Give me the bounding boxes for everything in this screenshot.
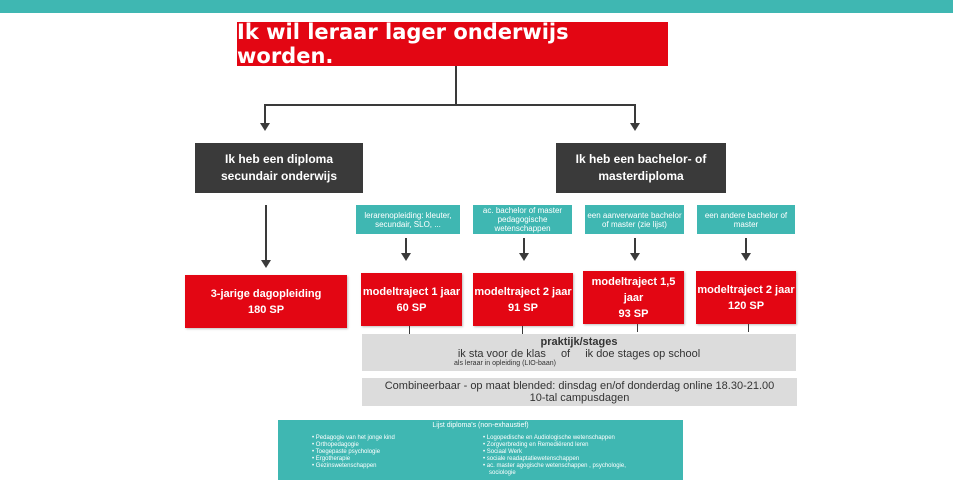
red-box-4-line2: 93 SP <box>618 307 649 320</box>
praktijk-heading: praktijk/stages <box>540 336 618 348</box>
connector-teal-1 <box>405 238 407 254</box>
red-box-3-line2: 91 SP <box>508 301 538 314</box>
praktijk-or: of <box>560 348 571 360</box>
red-box-5-line2: 120 SP <box>727 299 765 312</box>
list-item: • Logopedische en Audiologische wetenschappen <box>483 435 678 442</box>
teal-box-3-line2: of master (zie lijst) <box>602 219 667 229</box>
red-box-5-line1: modeltraject 2 jaar <box>697 283 795 296</box>
red-box-modeltraject-3 <box>583 271 684 324</box>
praktijk-option-2: ik doe stages op school <box>585 348 701 360</box>
list-item: • Zorgverbreding en Remediërend leren <box>483 442 678 449</box>
lijst-right <box>483 435 678 477</box>
red-box-1-line1: 3-jarige dagopleiding <box>210 287 322 300</box>
arrow-teal-4-icon <box>741 253 751 261</box>
lijst-left <box>312 435 472 470</box>
teal-box-2-line3: wetenschappen <box>494 224 551 233</box>
tick-1 <box>409 326 410 334</box>
connector-teal-2 <box>523 238 525 254</box>
tick-3 <box>637 324 638 332</box>
red-box-dagopleiding <box>185 275 347 328</box>
teal-box-andere <box>697 205 795 234</box>
branch-right-line2: masterdiploma <box>598 169 684 183</box>
teal-box-lerarenopleiding <box>356 205 460 234</box>
connector-title-down <box>455 66 457 106</box>
page-title: Ik wil leraar lager onderwijs worden. <box>237 22 668 66</box>
list-item: • sociale readaptatiewetenschappen <box>483 456 678 463</box>
branch-right-line1: Ik heb een bachelor- of <box>575 152 707 166</box>
teal-box-4-line1: een andere bachelor of <box>704 210 788 220</box>
teal-box-1-line2: secundair, SLO, ... <box>375 219 441 229</box>
list-item: • Pedagogie van het jonge kind <box>312 435 472 442</box>
branch-left-line2: secundair onderwijs <box>220 169 338 183</box>
connector-teal-3 <box>634 238 636 254</box>
combineerbaar-box <box>362 378 797 406</box>
top-accent-bar <box>0 0 953 13</box>
arrow-teal-3-icon <box>630 253 640 261</box>
combineerbaar-line1: Combineerbaar - op maat blended: dinsdag en/of donderdag online 18.30-21.00 <box>384 380 775 392</box>
teal-box-2-line2: pedagogische <box>497 215 548 224</box>
red-box-3-line1: modeltraject 2 jaar <box>474 285 572 298</box>
arrow-secundair-icon <box>261 260 271 268</box>
list-item: • Ergotherapie <box>312 456 472 463</box>
teal-box-2-line1: ac. bachelor of master <box>482 206 563 215</box>
red-box-2-line2: 60 SP <box>396 301 427 314</box>
praktijk-options <box>362 348 796 360</box>
connector-right-down <box>634 104 636 124</box>
combineerbaar-line2: 10-tal campusdagen <box>529 392 630 404</box>
list-item: • Gezinswetenschappen <box>312 463 472 470</box>
branch-bachelor-master <box>556 143 726 193</box>
praktijk-sub: als leraar in opleiding (LIO-baan) <box>454 360 556 367</box>
teal-box-4-line2: master <box>733 219 759 229</box>
arrow-teal-1-icon <box>401 253 411 261</box>
red-box-modeltraject-1 <box>361 273 462 326</box>
list-item: • Toegepaste psychologie <box>312 449 472 456</box>
red-box-2-line1: modeltraject 1 jaar <box>362 285 461 298</box>
connector-horizontal <box>264 104 636 106</box>
list-item: • Sociaal Werk <box>483 449 678 456</box>
arrow-teal-2-icon <box>519 253 529 261</box>
teal-box-1-line1: lerarenopleiding: kleuter, <box>364 210 452 220</box>
connector-teal-4 <box>745 238 747 254</box>
arrow-right-icon <box>630 123 640 131</box>
teal-box-pedagogische <box>473 205 572 234</box>
teal-box-3-line1: een aanverwante bachelor <box>587 210 682 220</box>
teal-box-aanverwante <box>585 205 684 234</box>
connector-left-down <box>264 104 266 124</box>
tick-4 <box>748 324 749 332</box>
praktijk-box <box>362 334 796 371</box>
tick-2 <box>522 326 523 334</box>
list-item-continuation: sociologie <box>489 470 516 476</box>
list-item: • ac. master agogische wetenschappen , psychologie, <box>483 463 678 470</box>
branch-left-line1: Ik heb een diploma <box>224 152 334 166</box>
red-box-modeltraject-2 <box>473 273 573 326</box>
connector-secundair-down <box>265 205 267 261</box>
branch-secundair <box>195 143 363 193</box>
red-box-4-line1: modeltraject 1,5 jaar <box>591 275 676 304</box>
red-box-1-line2: 180 SP <box>247 303 285 316</box>
arrow-left-icon <box>260 123 270 131</box>
lijst-title: Lijst diploma's (non-exhaustief) <box>432 422 529 429</box>
red-box-modeltraject-4 <box>696 271 796 324</box>
lijst-box <box>278 420 683 480</box>
list-item: • Orthopedagogie <box>312 442 472 449</box>
praktijk-option-1: ik sta voor de klas <box>457 348 546 360</box>
